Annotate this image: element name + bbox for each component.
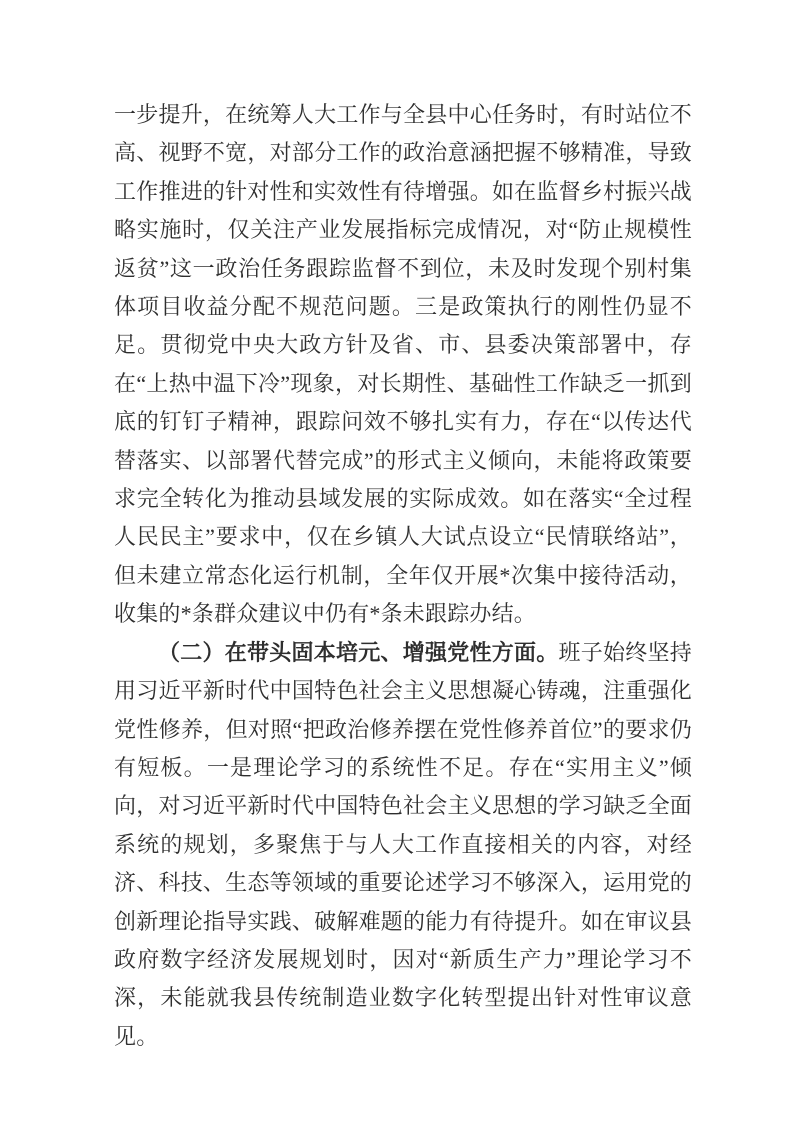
paragraph [114,96,692,634]
text-segment: 班子始终坚持用习近平新时代中国特色社会主义思想凝心铸魂，注重强化党性修养，但对照“把政治修养摆在党性修养首位”的要求仍有短板。一是理论学习的系统性不足。存在“实用主义”倾向，对习近平新时代中国特色社会主义思想的学习缺乏全面系统的规划，多聚焦于与人大工作直接相关的内容，对经济、科技、生态等领域的重要论述学习不够深入，运用党的创新理论指导实践、破解难题的能力有待提升。如在审议县政府数字经济发展规划时，因对“新质生产力”理论学习不深，未能就我县传统制造业数字化转型提出针对性审议意见。 [114,639,692,1049]
document-body [114,96,692,1056]
bold-section-heading: （二）在带头固本培元、增强党性方面。 [158,639,559,665]
paragraph [114,634,692,1056]
text-segment: 一步提升，在统筹人大工作与全县中心任务时，有时站位不高、视野不宽，对部分工作的政治意涵把握不够精准，导致工作推进的针对性和实效性有待增强。如在监督乡村振兴战略实施时，仅关注产业发展指标完成情况，对“防止规模性返贫”这一政治任务跟踪监督不到位，未及时发现个别村集体项目收益分配不规范问题。三是政策执行的刚性仍显不足。贯彻党中央大政方针及省、市、县委决策部署中，存在“上热中温下冷”现象，对长期性、基础性工作缺乏一抓到底的钉钉子精神，跟踪问效不够扎实有力，存在“以传达代替落实、以部署代替完成”的形式主义倾向，未能将政策要求完全转化为推动县域发展的实际成效。如在落实“全过程人民民主”要求中，仅在乡镇人大试点设立“民情联络站”，但未建立常态化运行机制，全年仅开展*次集中接待活动，收集的*条群众建议中仍有*条未跟踪办结。 [114,102,692,627]
